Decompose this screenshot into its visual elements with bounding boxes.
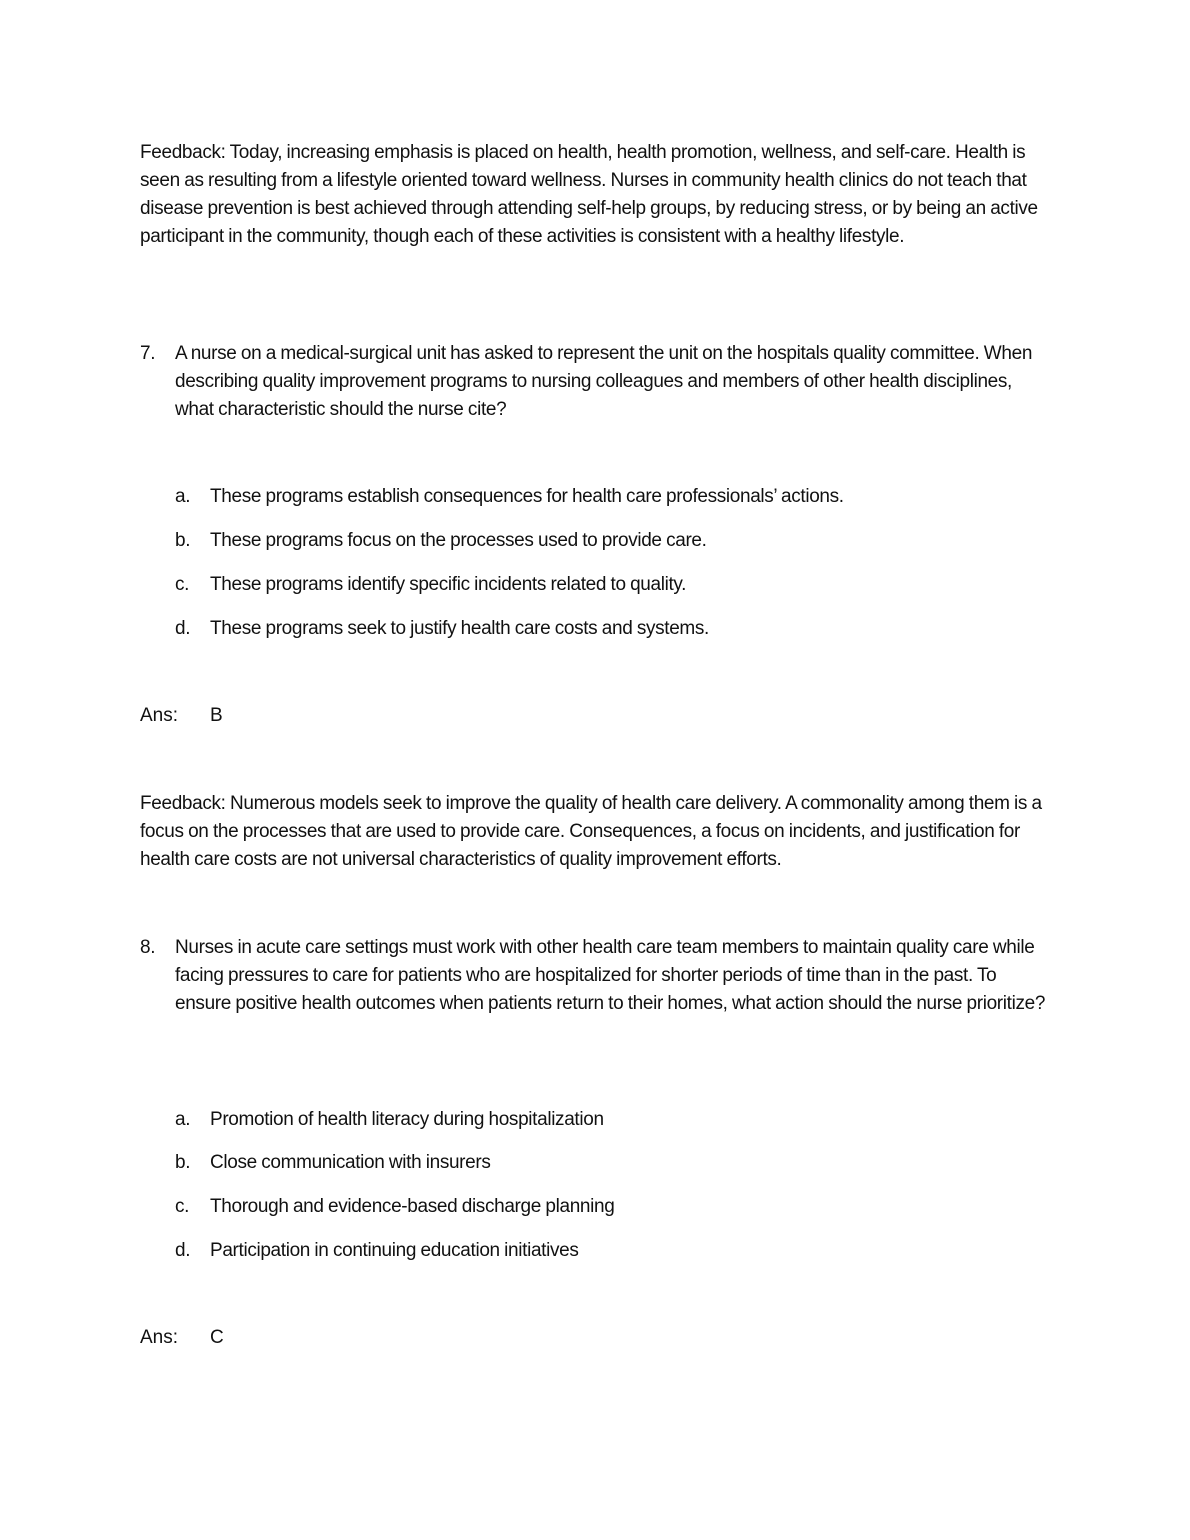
option-8c bbox=[175, 1193, 1055, 1221]
feedback-paragraph-7 bbox=[140, 790, 1052, 874]
feedback-text: Feedback: Numerous models seek to improve the quality of health care delivery. A commonality among them is a focus on the processes that are used to provide care. Consequences, a focus on incidents, and justification for health care costs are not universal characteristics of quality improvement efforts. bbox=[140, 793, 1042, 870]
option-text: Promotion of health literacy during hospitalization bbox=[210, 1109, 604, 1130]
option-8d bbox=[175, 1237, 1055, 1265]
option-7b bbox=[175, 527, 1055, 555]
option-7c bbox=[175, 571, 1055, 599]
answer-value: B bbox=[210, 705, 223, 726]
question-number: 8. bbox=[140, 937, 156, 958]
option-7d bbox=[175, 615, 1055, 643]
feedback-paragraph bbox=[140, 139, 1052, 251]
option-text: Participation in continuing education initiatives bbox=[210, 1240, 579, 1261]
option-text: These programs focus on the processes used to provide care. bbox=[210, 530, 707, 551]
question-8 bbox=[140, 934, 1052, 1018]
option-text: These programs identify specific incidents related to quality. bbox=[210, 574, 687, 595]
option-letter: c. bbox=[175, 574, 190, 595]
option-8b bbox=[175, 1149, 1055, 1177]
option-letter: c. bbox=[175, 1196, 190, 1217]
option-letter: b. bbox=[175, 530, 191, 551]
feedback-text: Feedback: Today, increasing emphasis is placed on health, health promotion, wellness, and self-care. Health is seen as resulting from a lifestyle oriented toward wellness. Nurses in community health clinics do not teach that disease prevention is best achieved through attending self-help groups, by reducing stress, or by being an active participant in the community, though each of these activities is consistent with a healthy lifestyle. bbox=[140, 142, 1038, 247]
option-letter: d. bbox=[175, 618, 191, 639]
answer-label: Ans: bbox=[140, 705, 179, 726]
answer-label: Ans: bbox=[140, 1327, 179, 1348]
option-text: These programs seek to justify health care costs and systems. bbox=[210, 618, 709, 639]
option-letter: a. bbox=[175, 1109, 191, 1130]
option-text: Close communication with insurers bbox=[210, 1152, 491, 1173]
question-7 bbox=[140, 340, 1052, 424]
option-letter: d. bbox=[175, 1240, 191, 1261]
question-stem: Nurses in acute care settings must work with other health care team members to maintain quality care while facing pressures to care for patients who are hospitalized for shorter periods of time than in the past. To ensure positive health outcomes when patients return to their homes, what action should the nurse prioritize? bbox=[175, 937, 1046, 1014]
question-stem: A nurse on a medical-surgical unit has asked to represent the unit on the hospitals quality committee. When describing quality improvement programs to nursing colleagues and members of other health disciplines, what characteristic should the nurse cite? bbox=[175, 343, 1033, 420]
question-number: 7. bbox=[140, 343, 156, 364]
option-text: These programs establish consequences for health care professionals’ actions. bbox=[210, 486, 844, 507]
option-letter: a. bbox=[175, 486, 191, 507]
answer-value: C bbox=[210, 1327, 224, 1348]
option-8a bbox=[175, 1106, 1055, 1134]
option-7a bbox=[175, 483, 1055, 511]
option-letter: b. bbox=[175, 1152, 191, 1173]
option-text: Thorough and evidence-based discharge planning bbox=[210, 1196, 615, 1217]
